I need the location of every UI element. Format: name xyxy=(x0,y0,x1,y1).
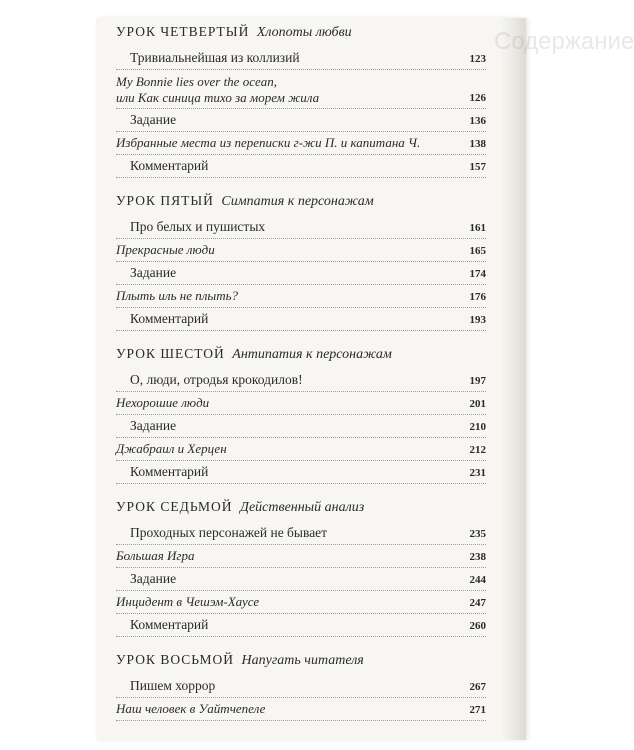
entry-title: Джабраил и Херцен xyxy=(116,441,227,456)
entry-title: Наш человек в Уайтчепеле xyxy=(116,701,266,716)
entry-title: Комментарий xyxy=(130,464,209,479)
entry-title: О, люди, отродья крокодилов! xyxy=(130,372,303,387)
lesson-8 xyxy=(116,648,486,721)
entry-page: 247 xyxy=(469,597,486,609)
lesson-heading xyxy=(116,189,486,213)
entry-page: 161 xyxy=(469,222,486,234)
toc-entry[interactable] xyxy=(116,698,486,721)
lesson-5 xyxy=(116,189,486,331)
entry-page: 197 xyxy=(469,375,486,387)
entry-page: 244 xyxy=(469,574,486,586)
lesson-subtitle: Действенный анализ xyxy=(240,500,365,515)
toc-entry[interactable] xyxy=(116,109,486,132)
entry-page: 212 xyxy=(469,444,486,456)
toc-entry[interactable] xyxy=(116,415,486,438)
entry-title: Нехорошие люди xyxy=(116,395,210,410)
entry-page: 174 xyxy=(469,268,486,280)
lesson-title: УРОК СЕДЬМОЙ xyxy=(116,499,233,514)
entry-title: Пишем хоррор xyxy=(130,678,216,693)
entry-page: 238 xyxy=(469,551,486,563)
entry-title: Избранные места из переписки г-жи П. и капитана Ч. xyxy=(116,135,421,150)
entry-title: Задание xyxy=(130,112,177,127)
entry-title xyxy=(116,74,464,106)
entry-page: 267 xyxy=(469,681,486,693)
entry-page: 136 xyxy=(469,115,486,127)
lesson-subtitle: Антипатия к персонажам xyxy=(232,347,392,362)
entry-title: Про белых и пушистых xyxy=(130,219,266,234)
lesson-heading xyxy=(116,648,486,672)
toc-entry[interactable] xyxy=(116,155,486,178)
entry-title: Большая Игра xyxy=(116,548,195,563)
toc-entry[interactable] xyxy=(116,132,486,155)
lesson-4 xyxy=(116,20,486,178)
toc-entry[interactable] xyxy=(116,47,486,70)
bleed-through-heading: Содержание xyxy=(494,28,634,55)
entry-title: Проходных персонажей не бывает xyxy=(130,525,328,540)
entry-page: 126 xyxy=(469,92,486,104)
lesson-subtitle: Симпатия к персонажам xyxy=(221,194,374,209)
entry-page: 271 xyxy=(469,704,486,716)
toc-entry[interactable] xyxy=(116,392,486,415)
entry-page: 201 xyxy=(469,398,486,410)
table-of-contents xyxy=(116,20,486,732)
lesson-heading xyxy=(116,20,486,44)
entry-page: 260 xyxy=(469,620,486,632)
toc-entry[interactable] xyxy=(116,216,486,239)
entry-page: 210 xyxy=(469,421,486,433)
lesson-heading xyxy=(116,495,486,519)
toc-entry[interactable] xyxy=(116,461,486,484)
toc-entry[interactable] xyxy=(116,438,486,461)
entry-title: Прекрасные люди xyxy=(116,242,215,257)
lesson-subtitle: Напугать читателя xyxy=(241,653,364,668)
toc-entry[interactable] xyxy=(116,239,486,262)
entry-title-line-1: My Bonnie lies over the ocean, xyxy=(116,74,277,89)
entry-title: Задание xyxy=(130,571,177,586)
entry-page: 193 xyxy=(469,314,486,326)
toc-entry[interactable] xyxy=(116,70,486,109)
lesson-subtitle: Хлопоты любви xyxy=(256,25,352,40)
lesson-7 xyxy=(116,495,486,637)
lesson-heading xyxy=(116,342,486,366)
toc-entry[interactable] xyxy=(116,614,486,637)
entry-page: 231 xyxy=(469,467,486,479)
entry-title: Тривиальнейшая из коллизий xyxy=(130,50,300,65)
entry-page: 157 xyxy=(469,161,486,173)
entry-title: Задание xyxy=(130,265,177,280)
toc-entry[interactable] xyxy=(116,675,486,698)
entry-title: Задание xyxy=(130,418,177,433)
toc-entry[interactable] xyxy=(116,591,486,614)
entry-title: Инцидент в Чешэм-Хаусе xyxy=(116,594,260,609)
entry-page: 123 xyxy=(469,53,486,65)
lesson-title: УРОК ЧЕТВЕРТЫЙ xyxy=(116,24,250,39)
toc-entry[interactable] xyxy=(116,369,486,392)
lesson-title: УРОК ВОСЬМОЙ xyxy=(116,652,234,667)
entry-title: Плыть иль не плыть? xyxy=(116,288,238,303)
lesson-6 xyxy=(116,342,486,484)
entry-page: 165 xyxy=(469,245,486,257)
entry-title: Комментарий xyxy=(130,311,209,326)
entry-title: Комментарий xyxy=(130,617,209,632)
entry-page: 235 xyxy=(469,528,486,540)
entry-title-line-2: или Как синица тихо за морем жила xyxy=(116,90,320,105)
toc-entry[interactable] xyxy=(116,285,486,308)
lesson-title: УРОК ПЯТЫЙ xyxy=(116,193,214,208)
lesson-title: УРОК ШЕСТОЙ xyxy=(116,346,225,361)
page-edge xyxy=(500,18,526,740)
entry-page: 138 xyxy=(469,138,486,150)
toc-entry[interactable] xyxy=(116,545,486,568)
toc-entry[interactable] xyxy=(116,308,486,331)
entry-page: 176 xyxy=(469,291,486,303)
entry-title: Комментарий xyxy=(130,158,209,173)
toc-entry[interactable] xyxy=(116,568,486,591)
toc-entry[interactable] xyxy=(116,262,486,285)
toc-entry[interactable] xyxy=(116,522,486,545)
